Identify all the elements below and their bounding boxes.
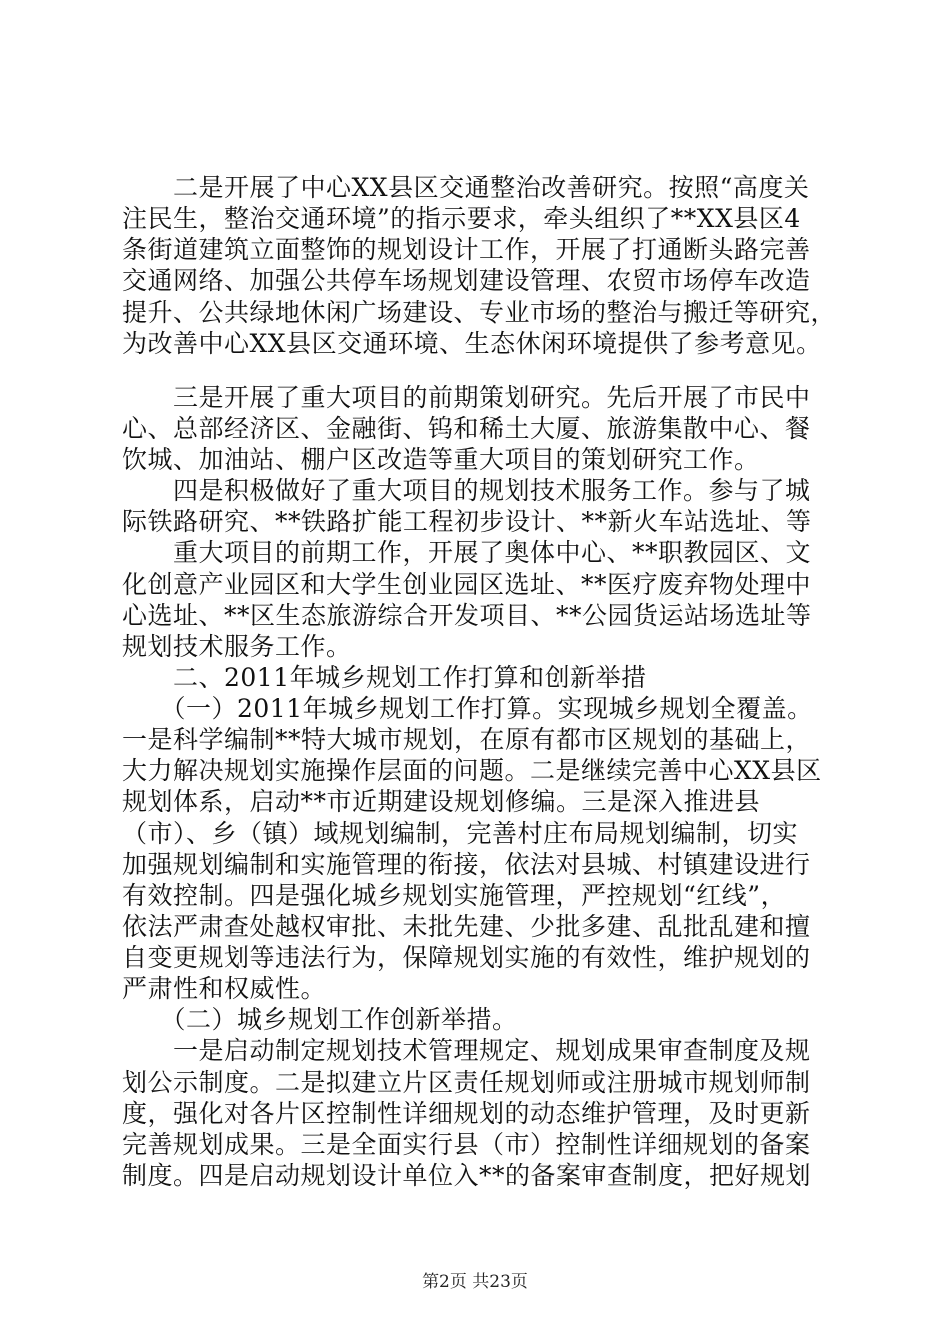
section-heading: 二、2011年城乡规划工作打算和创新举措 — [122, 663, 647, 692]
text-line: 饮城、加油站、棚户区改造等重大项目的策划研究工作。 — [122, 445, 760, 474]
text-line: 化创意产业园区和大学生创业园区选址、**医疗废弃物处理中 — [122, 570, 812, 599]
text-line: 四是积极做好了重大项目的规划技术服务工作。参与了城 — [122, 476, 811, 505]
text-line: 三是开展了重大项目的前期策划研究。先后开展了市民中 — [122, 383, 811, 412]
text-line: 为改善中心XX县区交通环境、生态休闲环境提供了参考意见。 — [122, 329, 822, 358]
text-line: 交通网络、加强公共停车场规划建设管理、农贸市场停车改造 — [122, 266, 811, 295]
text-line: 心、总部经济区、金融街、钨和稀土大厦、旅游集散中心、餐 — [122, 414, 811, 443]
text-line: 重大项目的前期工作，开展了奥体中心、**职教园区、文 — [122, 538, 812, 567]
text-line: （市）、乡（镇）域规划编制，完善村庄布局规划编制，切实 — [122, 819, 799, 848]
text-line: 加强规划编制和实施管理的衔接，依法对县城、村镇建设进行 — [122, 850, 811, 879]
text-line: 一是科学编制**特大城市规划，在原有都市区规划的基础上， — [122, 725, 812, 754]
text-line: 制度。四是启动规划设计单位入**的备案审查制度，把好规划 — [122, 1161, 812, 1190]
text-line: 依法严肃查处越权审批、未批先建、少批多建、乱批乱建和擅 — [122, 912, 811, 941]
text-line: 有效控制。四是强化城乡规划实施管理，严控规划“红线”， — [122, 881, 787, 910]
text-line: 一是启动制定规划技术管理规定、规划成果审查制度及规 — [122, 1036, 811, 1065]
text-line: 度，强化对各片区控制性详细规划的动态维护管理，及时更新 — [122, 1099, 811, 1128]
text-line: 规划体系，启动**市近期建设规划修编。三是深入推进县 — [122, 787, 761, 816]
text-line: 完善规划成果。三是全面实行县（市）控制性详细规划的备案 — [122, 1130, 811, 1159]
subsection-heading: （二）城乡规划工作创新举措。 — [122, 1005, 518, 1034]
text-line: 心选址、**区生态旅游综合开发项目、**公园货运站场选址等 — [122, 601, 812, 630]
page-footer: 第2页 共23页 — [422, 1272, 528, 1292]
text-line: 大力解决规划实施操作层面的问题。二是继续完善中心XX县区 — [122, 756, 822, 785]
text-line: 严肃性和权威性。 — [122, 974, 327, 1003]
text-line: 二是开展了中心XX县区交通整治改善研究。按照“高度关 — [122, 173, 810, 202]
text-line: 自变更规划等违法行为，保障规划实施的有效性，维护规划的 — [122, 943, 811, 972]
text-line: 提升、公共绿地休闲广场建设、专业市场的整治与搬迁等研究， — [122, 298, 837, 327]
text-line: 划公示制度。二是拟建立片区责任规划师或注册城市规划师制 — [122, 1068, 811, 1097]
text-line: 规划技术服务工作。 — [122, 632, 352, 661]
subsection-heading: （一）2011年城乡规划工作打算。实现城乡规划全覆盖。 — [122, 694, 813, 723]
text-line: 注民生，整治交通环境”的指示要求，牵头组织了**XX县区4 — [122, 204, 801, 233]
text-line: 际铁路研究、**铁路扩能工程初步设计、**新火车站选址、等 — [122, 507, 812, 536]
text-line: 条街道建筑立面整饰的规划设计工作，开展了打通断头路完善 — [122, 235, 811, 264]
